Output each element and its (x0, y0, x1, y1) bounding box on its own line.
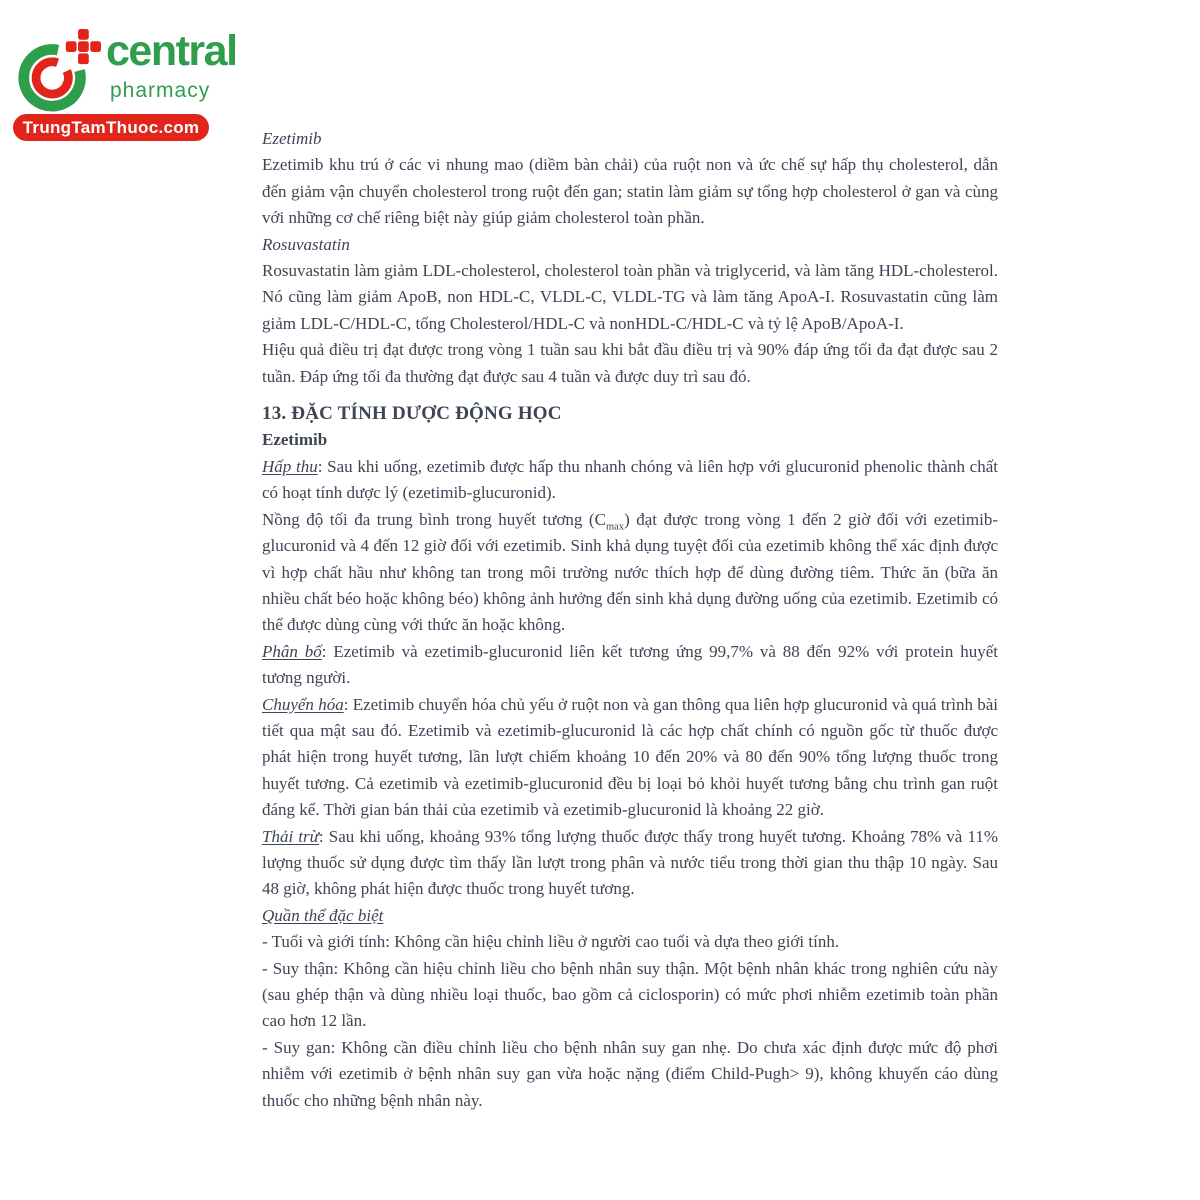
paragraph-treatment-effect: Hiệu quả điều trị đạt được trong vòng 1 tuần sau khi bắt đầu điều trị và 90% đáp ứng tối đa đạt được sau 2 tuần. Đáp ứng tối đa thường đạt được sau 4 tuần và được duy trì sau đó. (262, 340, 998, 386)
paragraph-hepatic-impairment: - Suy gan: Không cần điều chỉnh liều cho bệnh nhân suy gan nhẹ. Do chưa xác định được mức độ phơi nhiễm với ezetimib ở bệnh nhân suy gan vừa hoặc nặng (điểm Child-Pugh> 9), không khuyến cáo dùng thuốc cho những bệnh nhân này. (262, 1037, 998, 1110)
central-pharmacy-logo (13, 27, 237, 148)
paragraph-elimination: Thải trừ: Sau khi uống, khoảng 93% tổng lượng thuốc được thấy trong huyết tương. Khoảng 78% và 11% lượng thuốc sử dụng được tìm thấy lần lượt trong phân và nước tiểu trong thời gian thu thập 10 ngày. Sau 48 giờ, không phát hiện được thuốc trong huyết tương. (262, 826, 998, 899)
paragraph-lead: Phân bố (262, 641, 322, 661)
paragraph-lead: Thải trừ (262, 826, 319, 846)
subsection-label-ezetimib: Ezetimib (262, 430, 328, 450)
document-body (262, 126, 998, 1114)
paragraph-renal-impairment: - Suy thận: Không cần hiệu chỉnh liều cho bệnh nhân suy thận. Một bệnh nhân khác trong nghiên cứu này (sau ghép thận và dùng nhiều loại thuốc, bao gồm cả ciclosporin) có mức phơi nhiễm ezetimib toàn phần cao hơn 12 lần. (262, 958, 998, 1031)
paragraph-distribution: Phân bố: Ezetimib và ezetimib-glucuronid liên kết tương ứng 99,7% và 88 đến 92% với protein huyết tương người. (262, 641, 998, 688)
brand-subtitle: pharmacy (110, 79, 211, 102)
paragraph-metabolism: Chuyển hóa: Ezetimib chuyển hóa chủ yếu ở ruột non và gan thông qua liên hợp glucuronid và quá trình bài tiết qua mật sau đó. Ezetimib và ezetimib-glucuronid là các hợp chất chính có nguồn gốc từ thuốc được phát hiện trong huyết tương, lần lượt chiếm khoảng 10 đến 20% và 80 đến 90% tổng lượng thuốc trong huyết tương. Cả ezetimib và ezetimib-glucuronid đều bị loại bỏ khỏi huyết tương bằng chu trình gan ruột đáng kể. Thời gian bán thải của ezetimib và ezetimib-glucuronid là khoảng 22 giờ. (262, 694, 998, 820)
drug-name-label-rosuvastatin: Rosuvastatin (262, 234, 350, 254)
paragraph-age-gender: - Tuổi và giới tính: Không cần hiệu chỉnh liều ở người cao tuổi và dựa theo giới tính. (262, 932, 840, 952)
brand-name: central (106, 27, 237, 75)
paragraph-absorption: Hấp thu: Sau khi uống, ezetimib được hấp thu nhanh chóng và liên hợp với glucuronid phenolic thành chất có hoạt tính dược lý (ezetimib-glucuronid). (262, 456, 998, 503)
paragraph-special-populations-label (262, 903, 998, 929)
paragraph-ezetimib-mechanism: Ezetimib khu trú ở các vi nhung mao (diềm bàn chải) của ruột non và ức chế sự hấp thụ cholesterol, dẫn đến giảm vận chuyển cholesterol trong ruột đến gan; statin làm giảm sự tổng hợp cholesterol ở gan và cùng với những cơ chế riêng biệt này giúp giảm cholesterol toàn phần. (262, 155, 998, 228)
section-heading-pharmacokinetics: 13. ĐẶC TÍNH DƯỢC ĐỘNG HỌC (262, 403, 562, 425)
paragraph-cmax: Nồng độ tối đa trung bình trong huyết tương $(C_{max})$ đạt được trong vòng 1 đến 2 giờ đối với ezetimib-glucuronid và 4 đến 12 giờ đối với ezetimib. Sinh khả dụng tuyệt đối của ezetimib không thể xác định được vì hợp chất hầu như không tan trong môi trường nước thích hợp để dùng đường tiêm. Thức ăn (bữa ăn nhiều chất béo hoặc không béo) không ảnh hưởng đến sinh khả dụng đường uống của ezetimib. Ezetimib có thể được dùng cùng với thức ăn hoặc không. (262, 509, 998, 635)
paragraph-rosuvastatin-mechanism: Rosuvastatin làm giảm LDL-cholesterol, cholesterol toàn phần và triglycerid, và làm tăng HDL-cholesterol. Nó cũng làm giảm ApoB, non HDL-C, VLDL-C, VLDL-TG và làm tăng ApoA-I. Rosuvastatin cũng làm giảm LDL-C/HDL-C, tổng Cholesterol/HDL-C và nonHDL-C/HDL-C và tỷ lệ ApoB/ApoA-I. (262, 261, 998, 333)
paragraph-lead: Chuyển hóa (262, 694, 344, 714)
central-pharmacy-logo-icon (13, 29, 103, 115)
paragraph-lead: Hấp thu (262, 456, 318, 476)
drug-name-label-ezetimib: Ezetimib (262, 129, 322, 148)
paragraph-lead: Quần thể đặc biệt (262, 905, 384, 925)
trungtamthuoc-badge: TrungTamThuoc.com (13, 114, 209, 141)
